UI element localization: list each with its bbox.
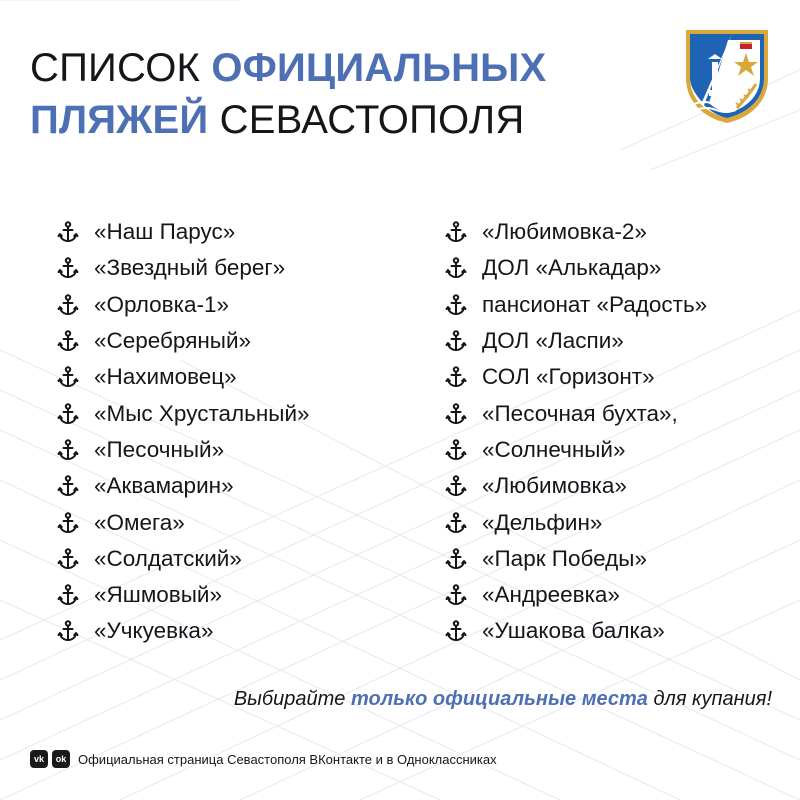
beach-item: [444, 577, 707, 613]
beach-name: ДОЛ «Алькадар»: [482, 255, 662, 281]
beach-name: «Любимовка»: [482, 473, 627, 499]
beach-item: [444, 323, 707, 359]
anchor-icon: [56, 619, 80, 643]
beach-item: [444, 432, 707, 468]
anchor-icon: [56, 511, 80, 535]
anchor-icon: [444, 293, 468, 317]
anchor-icon: [444, 619, 468, 643]
beach-name: «Песочный»: [94, 436, 225, 462]
beach-item: [56, 395, 310, 431]
beach-item: [444, 468, 707, 504]
beach-item: [444, 613, 707, 649]
beach-name: «Яшмовый»: [94, 582, 223, 608]
beach-item: [444, 287, 707, 323]
anchor-icon: [444, 256, 468, 280]
title-part-2: СЕВАСТОПОЛЯ: [208, 98, 525, 142]
beach-name: «Солнечный»: [482, 436, 626, 462]
anchor-icon: [56, 583, 80, 607]
beach-name: «Мыс Хрустальный»: [94, 400, 310, 426]
anchor-icon: [56, 256, 80, 280]
beach-item: [444, 359, 707, 395]
anchor-icon: [56, 293, 80, 317]
vk-icon[interactable]: vk: [30, 750, 48, 768]
cta-part-1: Выбирайте: [233, 688, 351, 710]
anchor-icon: [444, 329, 468, 353]
footer: [30, 750, 497, 768]
beach-name: «Звездный берег»: [94, 255, 286, 281]
beach-item: [56, 432, 310, 468]
anchor-icon: [444, 583, 468, 607]
anchor-icon: [56, 547, 80, 571]
beach-name: «Дельфин»: [482, 509, 603, 535]
cta-accent: только официальные места: [350, 688, 648, 710]
anchor-icon: [444, 474, 468, 498]
beach-name: «Андреевка»: [482, 582, 620, 608]
anchor-icon: [444, 365, 468, 389]
beach-name: ДОЛ «Ласпи»: [482, 328, 624, 354]
title-accent-1: ОФИЦИАЛЬНЫХ: [211, 46, 547, 90]
anchor-icon: [444, 438, 468, 462]
beach-list-left: [56, 214, 310, 650]
beach-name: «Аквамарин»: [94, 473, 234, 499]
beach-name: «Наш Парус»: [94, 219, 236, 245]
anchor-icon: [56, 474, 80, 498]
beach-item: [56, 214, 310, 250]
beach-name: «Песочная бухта»,: [482, 400, 678, 426]
cta-part-2: для купания!: [647, 688, 772, 710]
beach-item: [56, 287, 310, 323]
anchor-icon: [56, 438, 80, 462]
beach-item: [444, 395, 707, 431]
page-title: [30, 42, 546, 146]
beach-item: [56, 504, 310, 540]
beach-name: «Парк Победы»: [482, 545, 647, 571]
beach-name: «Серебряный»: [94, 328, 252, 354]
anchor-icon: [444, 220, 468, 244]
beach-item: [56, 250, 310, 286]
anchor-icon: [56, 365, 80, 389]
beach-item: [444, 541, 707, 577]
beach-item: [56, 468, 310, 504]
beach-name: «Орловка-1»: [94, 291, 229, 317]
beach-name: пансионат «Радость»: [482, 291, 708, 317]
beach-item: [56, 613, 310, 649]
footer-text: Официальная страница Севастополя ВКонтакте и в Одноклассниках: [78, 751, 497, 767]
beach-item: [56, 541, 310, 577]
anchor-icon: [56, 329, 80, 353]
title-accent-2: ПЛЯЖЕЙ: [30, 98, 209, 142]
anchor-icon: [56, 402, 80, 426]
anchor-icon: [444, 511, 468, 535]
title-part-1: СПИСОК: [30, 46, 212, 90]
anchor-icon: [56, 220, 80, 244]
call-to-action: [234, 688, 772, 711]
odnoklassniki-icon[interactable]: ok: [52, 750, 70, 768]
beach-name: «Учкуевка»: [94, 618, 214, 644]
anchor-icon: [444, 402, 468, 426]
beach-item: [444, 504, 707, 540]
beach-name: «Омега»: [94, 509, 185, 535]
beach-list-right: [444, 214, 707, 650]
beach-item: [444, 250, 707, 286]
beach-name: «Ушакова балка»: [482, 618, 665, 644]
beach-item: [56, 359, 310, 395]
beach-item: [444, 214, 707, 250]
beach-name: «Нахимовец»: [94, 364, 237, 390]
beach-name: «Любимовка-2»: [482, 219, 647, 245]
beach-name: «Солдатский»: [94, 545, 242, 571]
sevastopol-coat-of-arms-icon: [682, 26, 772, 126]
anchor-icon: [444, 547, 468, 571]
beach-item: [56, 577, 310, 613]
beach-name: СОЛ «Горизонт»: [482, 364, 655, 390]
beach-item: [56, 323, 310, 359]
